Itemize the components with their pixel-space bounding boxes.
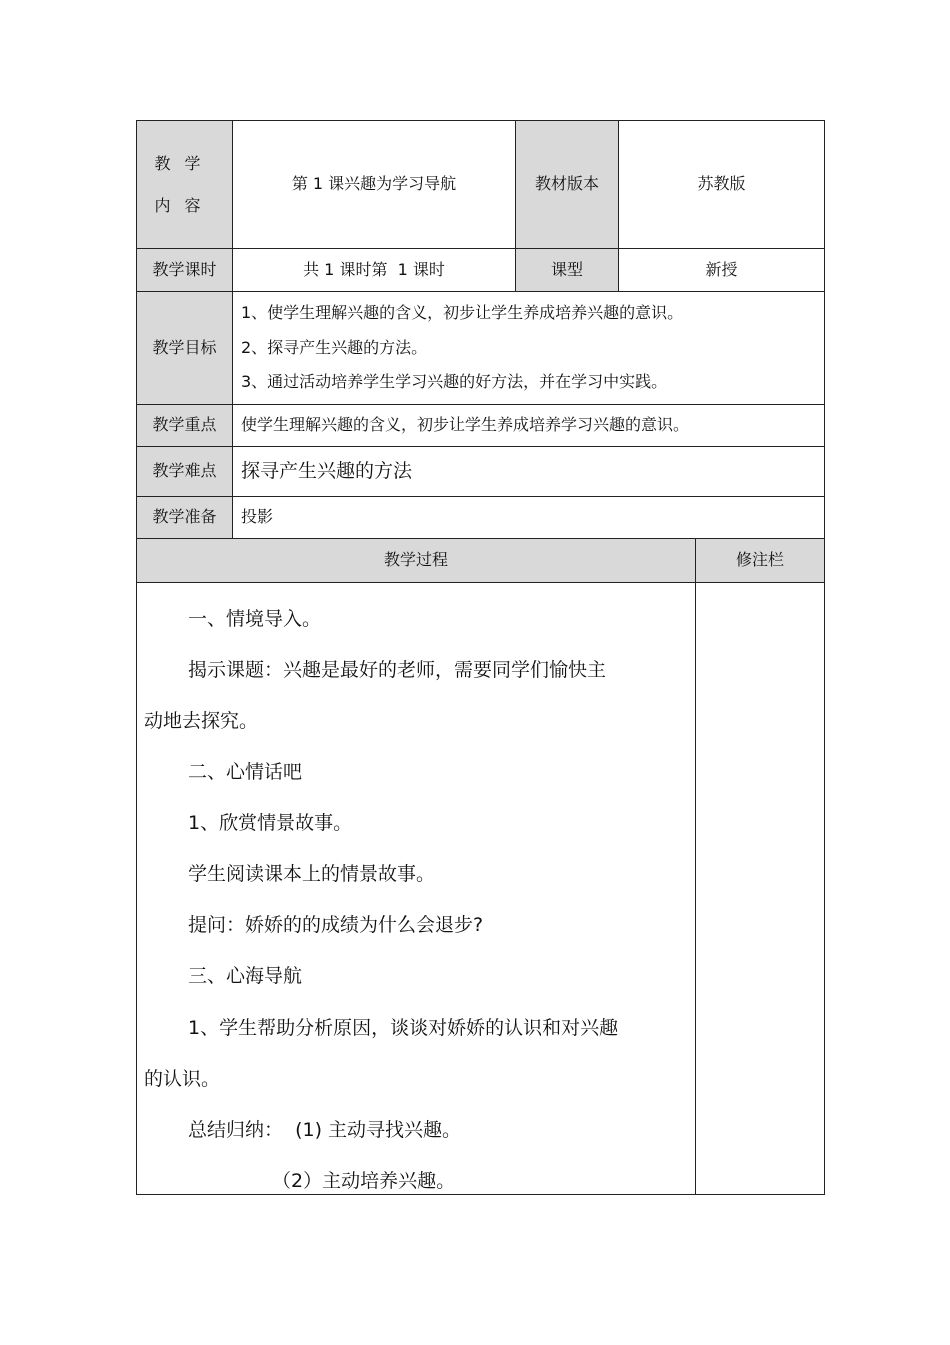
goal-item: 2、探寻产生兴趣的方法。 [241, 337, 428, 357]
type-value-cell [618, 248, 825, 292]
process-line: 二、心情话吧 [188, 761, 303, 783]
content-value-cell [232, 120, 516, 249]
key-point-label-cell [136, 404, 233, 447]
process-line: 学生阅读课本上的情景故事。 [188, 863, 436, 885]
key-point-value-cell [232, 404, 825, 447]
type-label: 课型 [550, 259, 583, 279]
remark-header: 修注栏 [735, 550, 784, 570]
process-line: 一、情境导入。 [188, 608, 322, 630]
difficulty-value-cell [232, 446, 825, 497]
key-point-value: 使学生理解兴趣的含义，初步让学生养成培养学习兴趣的意识。 [241, 415, 690, 435]
difficulty-value: 探寻产生兴趣的方法 [241, 460, 413, 483]
edition-label: 教材版本 [534, 174, 599, 194]
content-label: 教学内容 [154, 153, 215, 215]
process-line: 动地去探究。 [144, 710, 259, 732]
process-header: 教学过程 [383, 550, 448, 570]
edition-label-cell [515, 120, 619, 249]
edition-value-cell [618, 120, 825, 249]
process-line: 揭示课题：兴趣是最好的老师，需要同学们愉快主 [188, 659, 607, 681]
goal-item: 1、使学生理解兴趣的含义，初步让学生养成培养兴趣的意识。 [241, 302, 684, 322]
process-line: 三、心海导航 [188, 965, 303, 987]
edition-value: 苏教版 [697, 174, 746, 194]
remark-column [695, 582, 825, 1195]
remark-header-cell [695, 538, 825, 583]
preparation-value-cell [232, 496, 825, 539]
goals-label: 教学目标 [152, 337, 217, 357]
process-line: 1、学生帮助分析原因，谈谈对娇娇的认识和对兴趣 [188, 1017, 619, 1039]
preparation-label: 教学准备 [152, 507, 217, 527]
goal-item: 3、通过活动培养学生学习兴趣的好方法，并在学习中实践。 [241, 372, 668, 392]
content-label-cell [136, 120, 233, 249]
hours-value-cell [232, 248, 516, 292]
preparation-value: 投影 [241, 507, 274, 527]
process-line: 的认识。 [144, 1068, 221, 1090]
goals-label-cell [136, 291, 233, 405]
difficulty-label-cell [136, 446, 233, 497]
process-line: 1、欣赏情景故事。 [188, 812, 353, 834]
key-point-label: 教学重点 [152, 415, 217, 435]
process-line: 提问：娇娇的的成绩为什么会退步? [188, 914, 484, 936]
type-label-cell [515, 248, 619, 292]
lesson-title: 第 1 课兴趣为学习导航 [291, 174, 457, 194]
process-line: 总结归纳： (1) 主动寻找兴趣。 [188, 1119, 462, 1141]
difficulty-label: 教学难点 [152, 461, 217, 481]
hours-value: 共 1 课时第 1 课时 [303, 259, 445, 279]
goals-list [232, 291, 825, 405]
process-line: （2）主动培养兴趣。 [272, 1170, 456, 1192]
hours-label-cell [136, 248, 233, 292]
hours-label: 教学课时 [152, 259, 217, 279]
process-header-cell [136, 538, 696, 583]
preparation-label-cell [136, 496, 233, 539]
type-value: 新授 [705, 259, 738, 279]
